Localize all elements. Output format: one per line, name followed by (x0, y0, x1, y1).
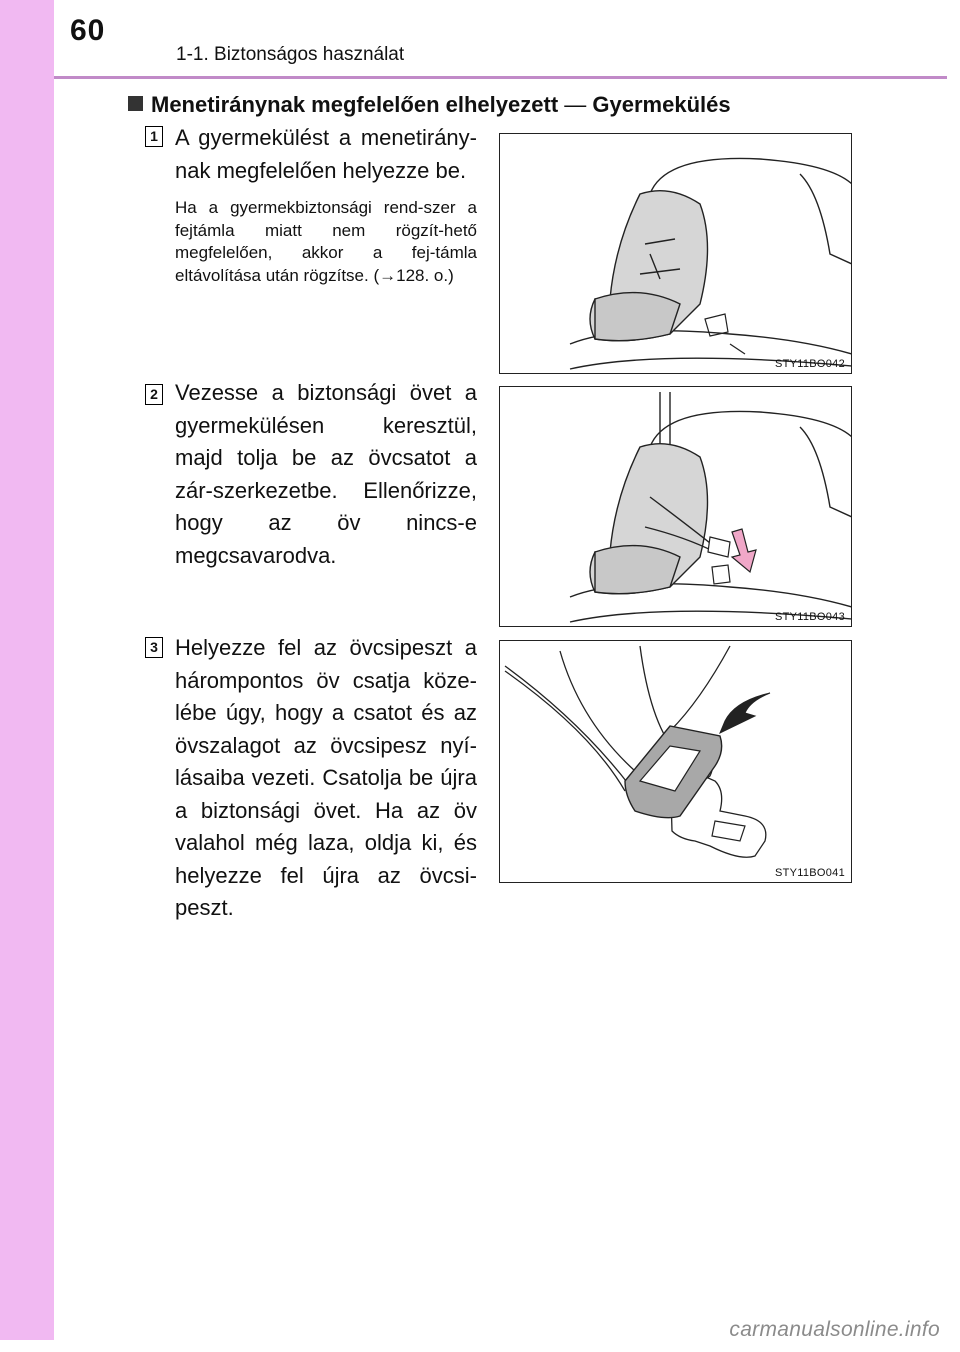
side-tab-strip (0, 0, 54, 1340)
step-number-3: 3 (145, 637, 163, 658)
belt-routing-illustration-icon (500, 387, 852, 627)
step-number-1: 1 (145, 126, 163, 147)
header-rule (54, 76, 947, 79)
child-seat-illustration-icon (500, 134, 852, 374)
step-number-2: 2 (145, 384, 163, 405)
direction-arrow-icon (720, 693, 770, 733)
step-1-text: A gyermekülést a menetirány-nak megfelelően helyezze be. (175, 125, 477, 183)
locking-clip-illustration-icon (500, 641, 852, 883)
step-1-note: Ha a gyermekbiztonsági rend-szer a fejtámla miatt nem rögzít-hető megfelelően, akkor a fej-támla eltávolítása után rögzítse. (→128. o.) (175, 198, 477, 285)
step-3-text: Helyezze fel az övcsipeszt a hárompontos öv csatja köze-lébe úgy, hogy a csatot és az övszalagot az övcsipesz nyí-lásaiba vezeti. Csatolja be újra a biztonsági övet. Ha az öv valahol még laza, oldja ki, és helyezze fel újra az övcsi-peszt. (175, 635, 477, 920)
figure-code: STY11BO041 (774, 867, 845, 879)
footer-watermark: carmanualsonline.info (729, 1318, 940, 1341)
section-title-part2: Gyermekülés (592, 92, 731, 117)
figure-code: STY11BO043 (774, 611, 845, 623)
push-arrow-icon (732, 529, 756, 572)
figure-child-seat-placed (499, 133, 852, 374)
figure-locking-clip (499, 640, 852, 883)
section-heading (128, 92, 731, 118)
step-2-text: Vezesse a biztonsági övet a gyermekülésen keresztül, majd tolja be az övcsatot a zár-szerkezetbe. Ellenőrizze, hogy az öv nincs-e megcsavarodva. (175, 380, 477, 568)
section-dash: — (564, 92, 587, 117)
figure-belt-routing (499, 386, 852, 627)
section-title-part1: Menetiránynak megfelelően elhelyezett (151, 92, 559, 117)
square-bullet-icon (128, 96, 143, 111)
page-number: 60 (70, 14, 106, 47)
figure-code: STY11BO042 (774, 358, 845, 370)
running-head: 1-1. Biztonságos használat (176, 44, 405, 65)
